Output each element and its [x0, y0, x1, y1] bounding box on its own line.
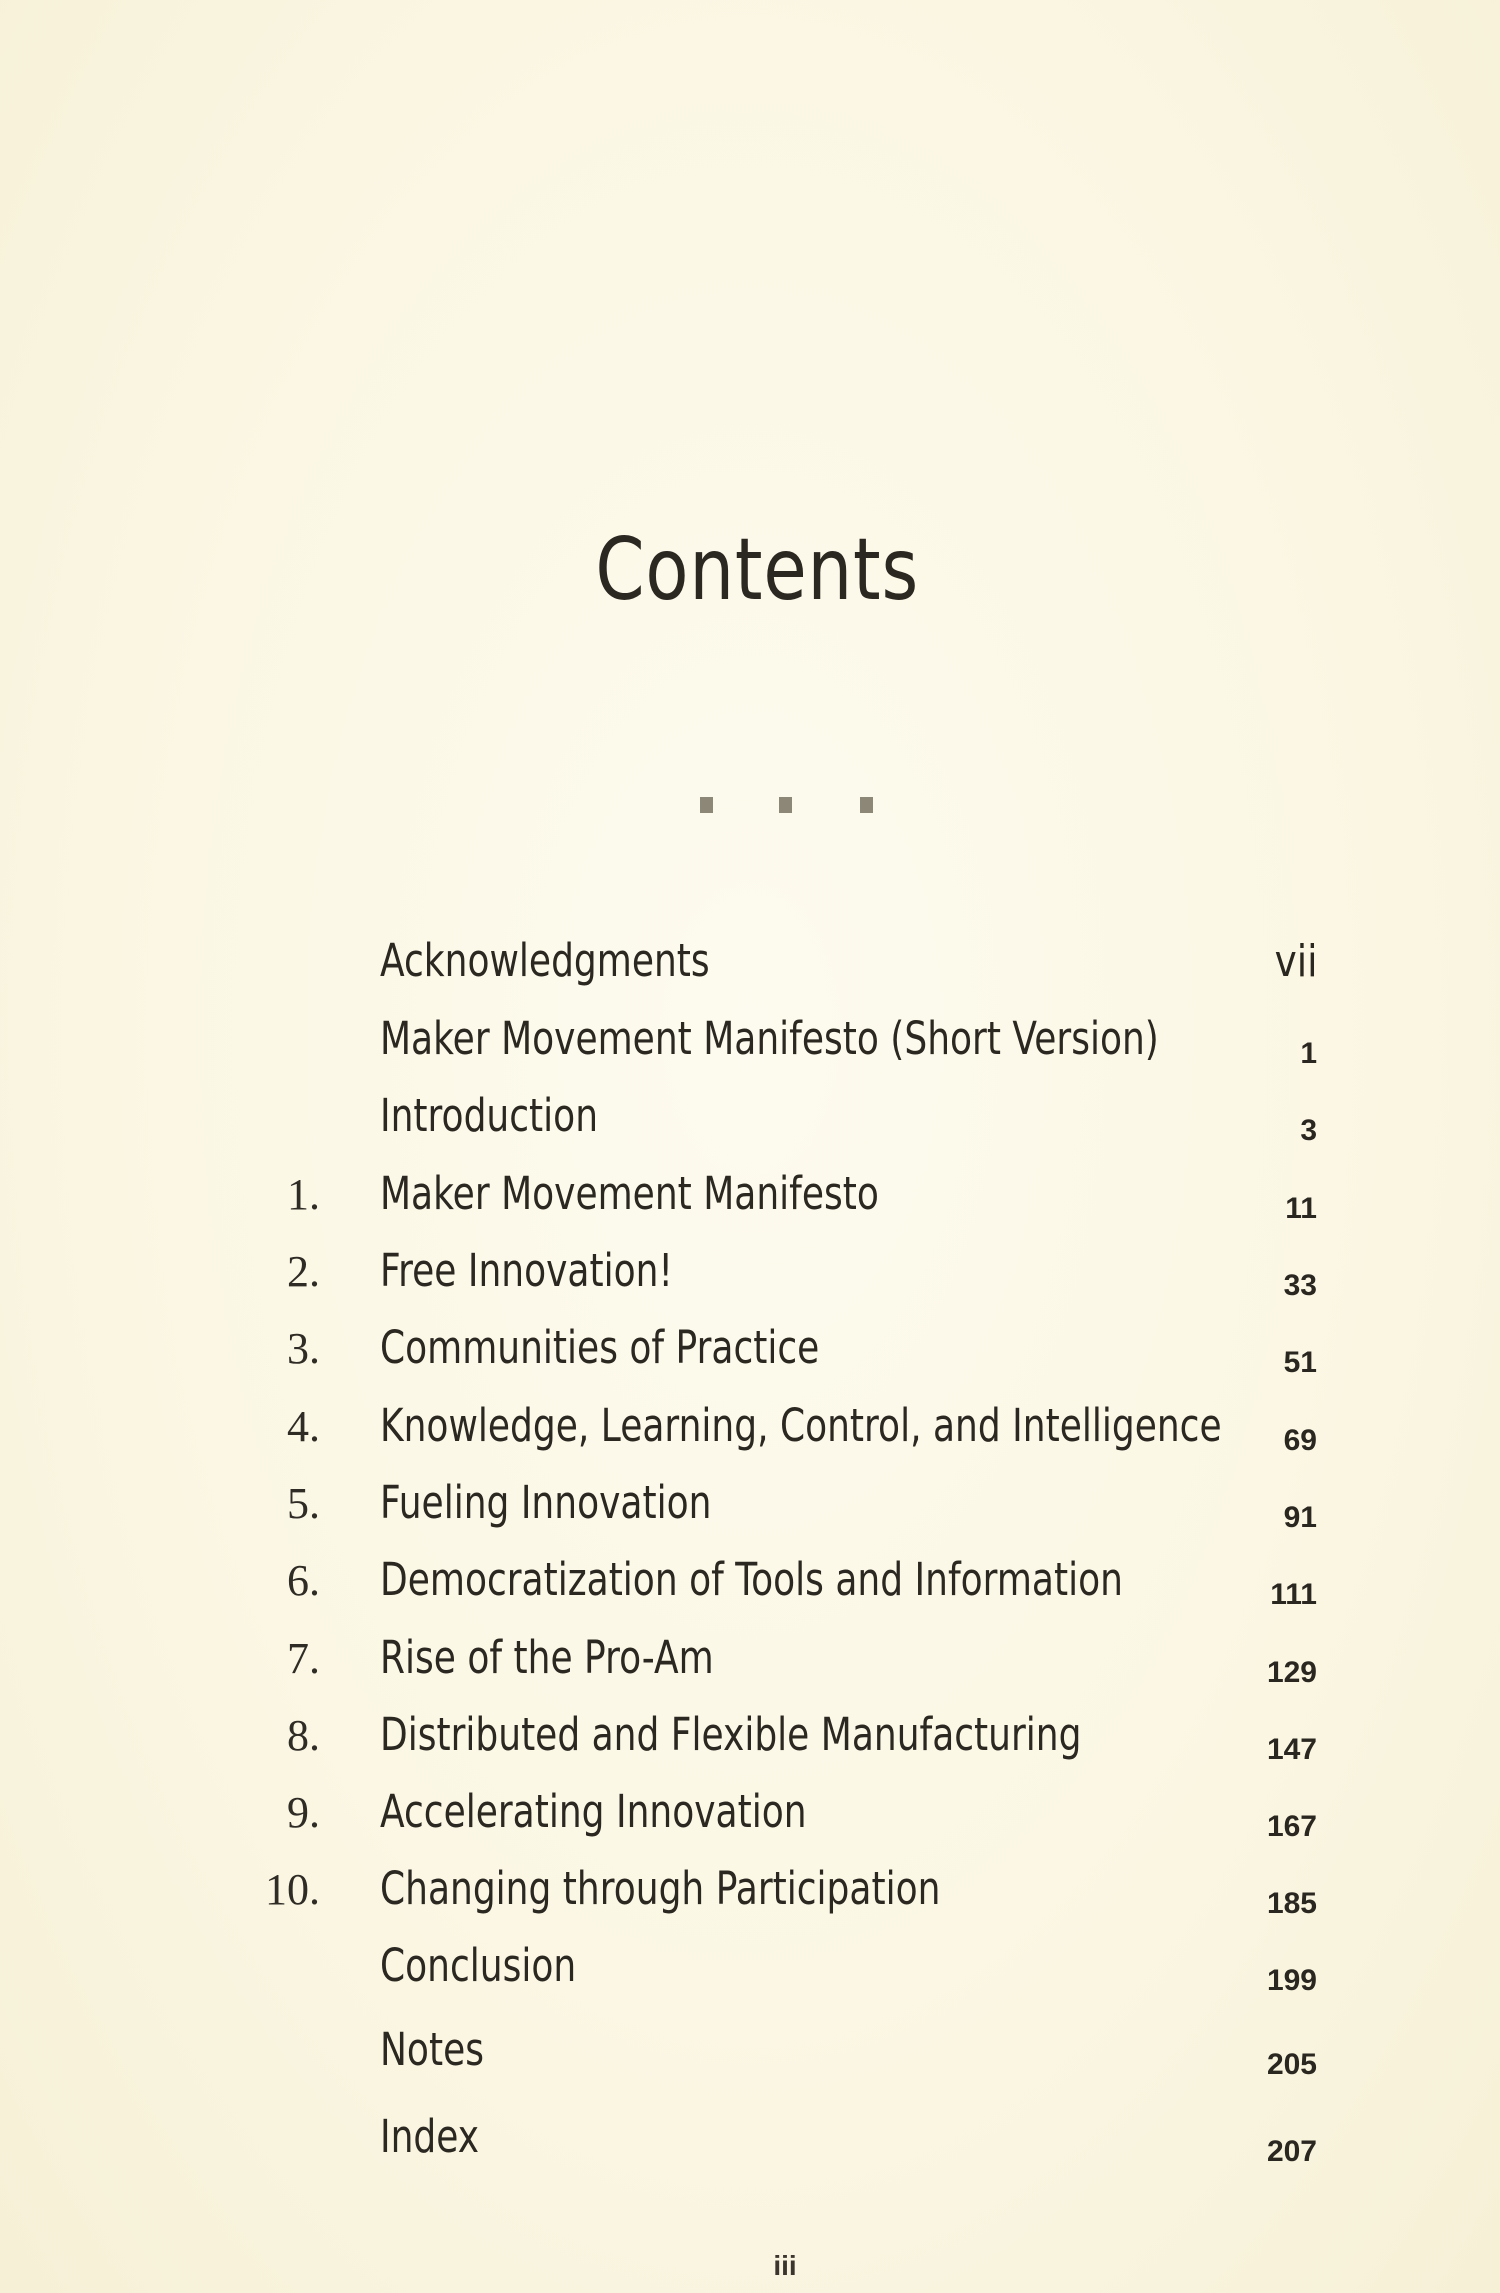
toc-entry[interactable]: [0, 1090, 1500, 1150]
toc-entry[interactable]: [0, 1632, 1500, 1692]
chapter-number: 1.: [287, 1170, 320, 1219]
page-number: 207: [1266, 2135, 1317, 2168]
chapter-number: 9.: [287, 1788, 320, 1837]
page-number: 3: [1300, 1114, 1317, 1147]
chapter-title: Introduction: [380, 1089, 599, 1142]
page-number: 91: [1283, 1501, 1317, 1534]
chapter-title: Acknowledgments: [380, 934, 710, 987]
toc-entry[interactable]: [0, 1400, 1500, 1460]
page-title: Contents: [595, 520, 920, 620]
chapter-number: 3.: [287, 1324, 320, 1373]
toc-entry[interactable]: [0, 2111, 1500, 2171]
page-number: 111: [1270, 1578, 1317, 1611]
page-number: 69: [1283, 1424, 1317, 1457]
page-number: 11: [1285, 1192, 1317, 1225]
chapter-title: Maker Movement Manifesto (Short Version): [380, 1012, 1159, 1065]
toc-entry[interactable]: [0, 1940, 1500, 2000]
chapter-title: Accelerating Innovation: [380, 1785, 807, 1838]
chapter-title: Rise of the Pro-Am: [380, 1631, 714, 1684]
toc-entry[interactable]: [0, 1245, 1500, 1305]
page-number: 1: [1300, 1037, 1317, 1070]
toc-entry[interactable]: [0, 1554, 1500, 1614]
chapter-title: Knowledge, Learning, Control, and Intelligence: [380, 1399, 1222, 1452]
chapter-title: Index: [380, 2110, 480, 2163]
chapter-number: 7.: [287, 1634, 320, 1683]
toc-entry[interactable]: [0, 1709, 1500, 1769]
toc-entry[interactable]: [0, 935, 1500, 995]
page-number: 147: [1266, 1733, 1317, 1766]
toc-entry[interactable]: [0, 1168, 1500, 1228]
toc-entry[interactable]: [0, 1786, 1500, 1846]
chapter-title: Distributed and Flexible Manufacturing: [380, 1708, 1082, 1761]
page-number: 205: [1266, 2048, 1317, 2081]
page-number: 167: [1266, 1810, 1317, 1843]
page-number: 199: [1266, 1964, 1317, 1997]
chapter-title: Changing through Participation: [380, 1862, 941, 1915]
chapter-number: 10.: [265, 1865, 320, 1914]
toc-entry[interactable]: [0, 1477, 1500, 1537]
chapter-number: 4.: [287, 1402, 320, 1451]
toc-entry[interactable]: [0, 2024, 1500, 2084]
chapter-number: 5.: [287, 1479, 320, 1528]
folio-page-number: iii: [773, 2250, 797, 2281]
chapter-number: 8.: [287, 1711, 320, 1760]
chapter-title: Maker Movement Manifesto: [380, 1167, 879, 1220]
toc-entry[interactable]: [0, 1322, 1500, 1382]
page-number: 129: [1266, 1656, 1317, 1689]
page-number: vii: [1274, 936, 1317, 987]
chapter-title: Notes: [380, 2023, 484, 2076]
chapter-title: Free Innovation!: [380, 1244, 673, 1297]
page-number: 51: [1283, 1346, 1317, 1379]
chapter-title: Conclusion: [380, 1939, 577, 1992]
chapter-title: Democratization of Tools and Information: [380, 1553, 1123, 1606]
chapter-title: Communities of Practice: [380, 1321, 820, 1374]
chapter-number: 2.: [287, 1247, 320, 1296]
toc-entry[interactable]: [0, 1863, 1500, 1923]
toc-entry[interactable]: [0, 1013, 1500, 1073]
page-number: 185: [1266, 1887, 1317, 1920]
page-number: 33: [1283, 1269, 1317, 1302]
chapter-title: Fueling Innovation: [380, 1476, 712, 1529]
chapter-number: 6.: [287, 1556, 320, 1605]
